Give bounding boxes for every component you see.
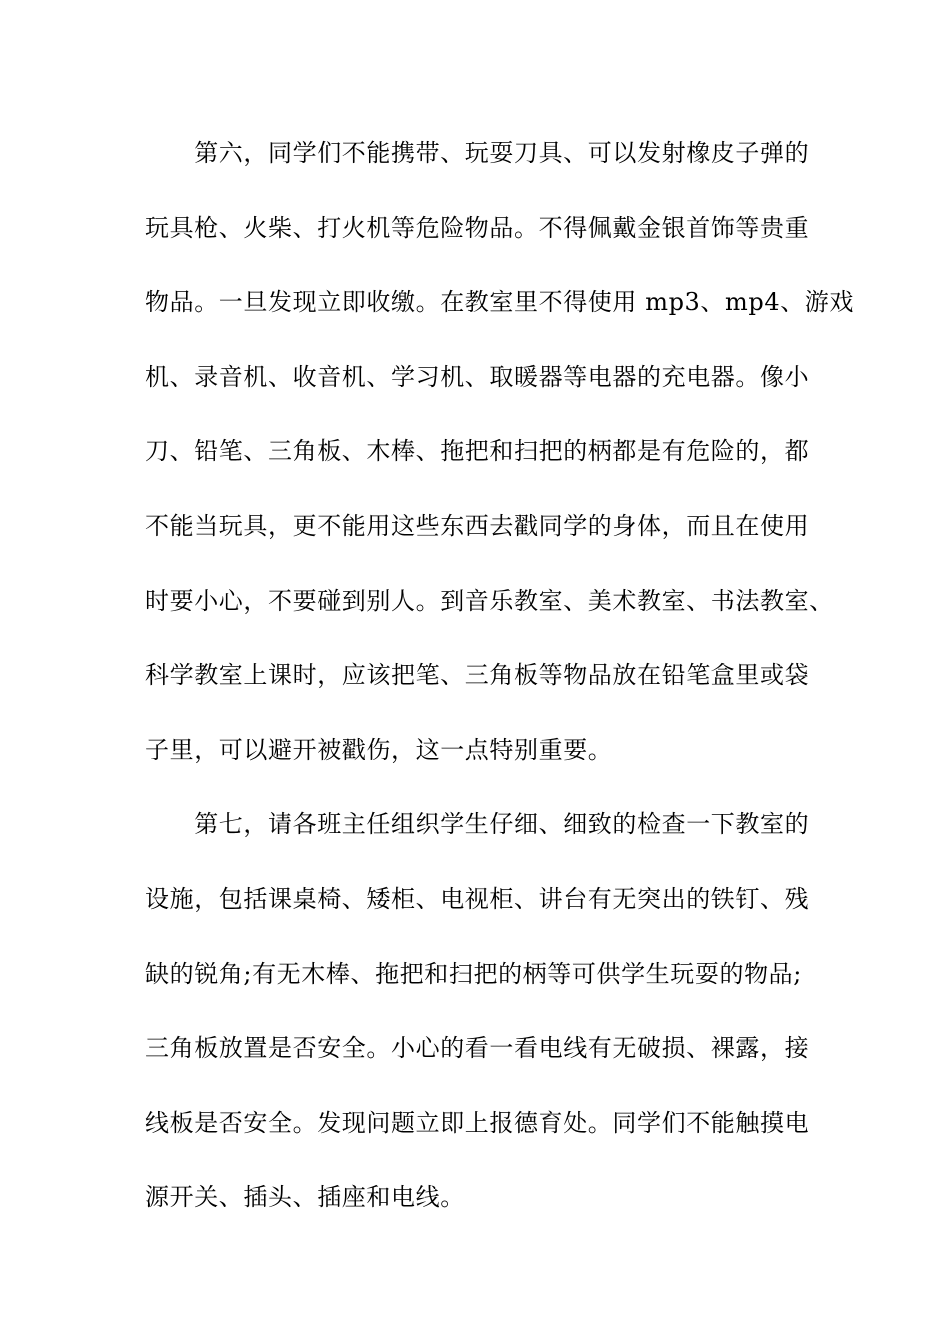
text-line: 玩具枪、火柴、打火机等危险物品。不得佩戴金银首饰等贵重 <box>145 213 810 242</box>
text-line: 源开关、插头、插座和电线。 <box>145 1183 465 1212</box>
text-line: 设施，包括课桌椅、矮柜、电视柜、讲台有无突出的铁钉、残 <box>145 884 810 913</box>
text-line: 子里，可以避开被戳伤，这一点特别重要。 <box>145 735 613 764</box>
text-line: 刀、铅笔、三角板、木棒、拖把和扫把的柄都是有危险的，都 <box>145 437 810 466</box>
text-line: 缺的锐角;有无木棒、拖把和扫把的柄等可供学生玩耍的物品; <box>145 959 802 988</box>
text-line: 线板是否安全。发现问题立即上报德育处。同学们不能触摸电 <box>145 1108 810 1137</box>
text-line: 第七，请各班主任组织学生仔细、细致的检查一下教室的 <box>145 810 810 839</box>
text-line: 三角板放置是否安全。小心的看一看电线有无破损、裸露，接 <box>145 1034 810 1063</box>
text-line: 物品。一旦发现立即收缴。在教室里不得使用 mp3、mp4、游戏 <box>145 288 855 317</box>
text-line: 机、录音机、收音机、学习机、取暖器等电器的充电器。像小 <box>145 362 810 391</box>
text-line: 科学教室上课时，应该把笔、三角板等物品放在铅笔盒里或袋 <box>145 661 810 690</box>
text-line: 时要小心，不要碰到别人。到音乐教室、美术教室、书法教室、 <box>145 586 834 615</box>
text-line: 第六，同学们不能携带、玩耍刀具、可以发射橡皮子弹的 <box>145 139 810 167</box>
body-text <box>145 127 855 1246</box>
text-line: 不能当玩具，更不能用这些东西去戳同学的身体，而且在使用 <box>145 511 810 540</box>
